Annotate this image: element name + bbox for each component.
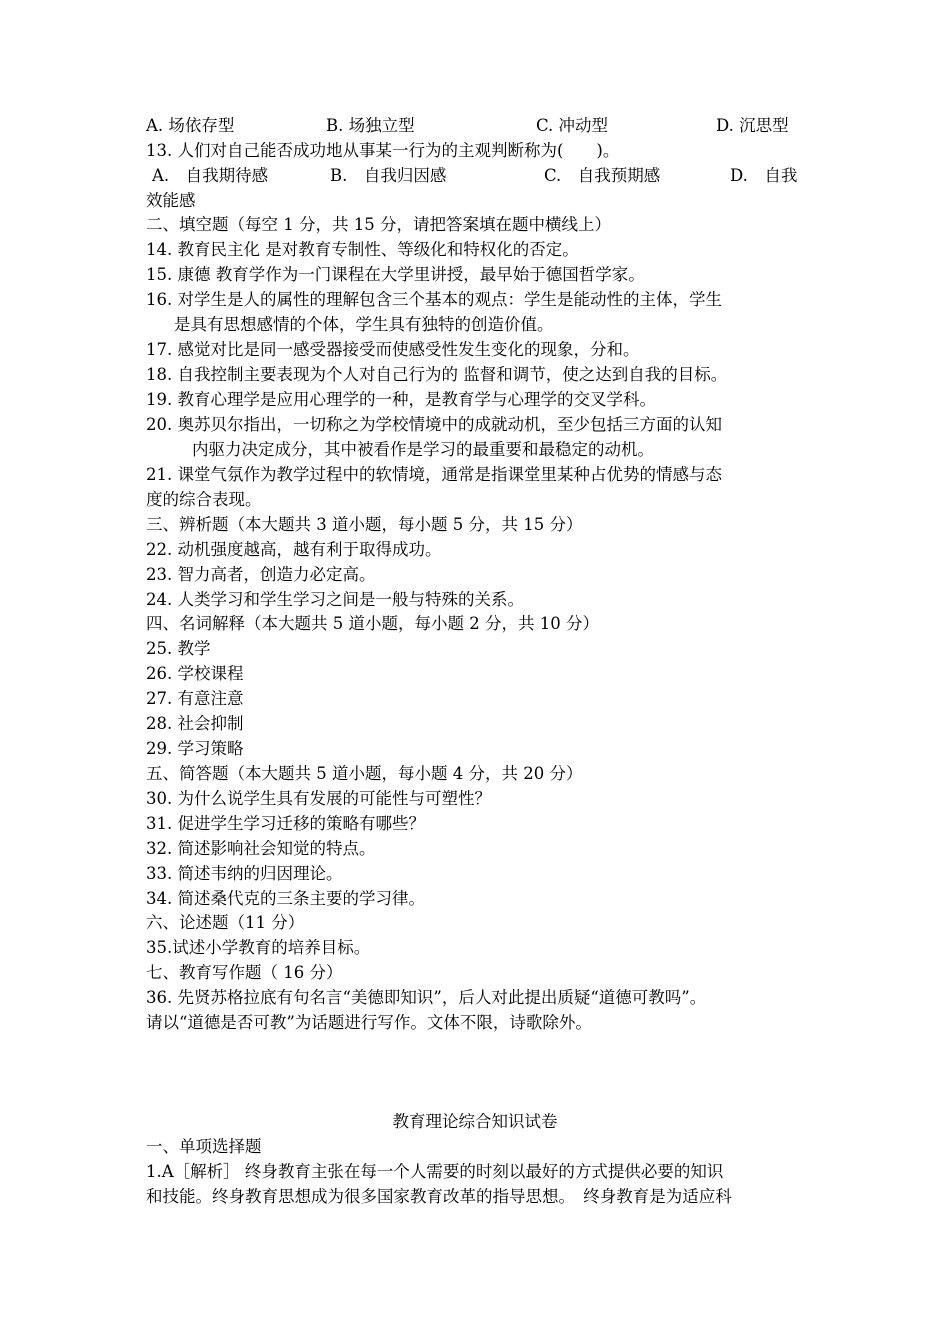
q18: 18. 自我控制主要表现为个人对自己行为的 监督和调节，使之达到自我的目标。: [146, 365, 728, 384]
q13-option-b: B. 自我归因感: [330, 166, 447, 185]
section4-title: 四、名词解释（本大题共 5 道小题，每小题 2 分，共 10 分）: [146, 614, 599, 633]
q23: 23. 智力高者，创造力必定高。: [146, 565, 376, 584]
q30: 30. 为什么说学生具有发展的可能性与可塑性？: [146, 789, 491, 808]
q27: 27. 有意注意: [146, 689, 244, 708]
q13-option-d-cont: 效能感: [146, 191, 196, 210]
q31: 31. 促进学生学习迁移的策略有哪些？: [146, 814, 425, 833]
section2-title: 二、填空题（每空 1 分，共 15 分，请把答案填在题中横线上）: [146, 215, 611, 234]
q28: 28. 社会抑制: [146, 714, 244, 733]
section3-title: 三、辨析题（本大题共 3 道小题，每小题 5 分，共 15 分）: [146, 515, 583, 534]
section7-title: 七、教育写作题（ 16 分）: [146, 963, 343, 982]
section6-title: 六、论述题（11 分）: [146, 913, 305, 932]
q12-option-d: D. 沉思型: [716, 116, 789, 135]
q20-line1: 20. 奥苏贝尔指出，一切称之为学校情境中的成就动机，至少包括三方面的认知: [146, 415, 722, 434]
q29: 29. 学习策略: [146, 739, 244, 758]
q12-option-a: A. 场依存型: [146, 116, 235, 135]
q15: 15. 康德 教育学作为一门课程在大学里讲授，最早始于德国哲学家。: [146, 265, 645, 284]
q34: 34. 简述桑代克的三条主要的学习律。: [146, 889, 425, 908]
q12-option-c: C. 冲动型: [536, 116, 609, 135]
q13-option-c: C. 自我预期感: [544, 166, 661, 185]
q12-option-b: B. 场独立型: [326, 116, 415, 135]
q35: 35.试述小学教育的培养目标。: [146, 938, 371, 957]
q26: 26. 学校课程: [146, 664, 244, 683]
answers-title: 教育理论综合知识试卷: [392, 1112, 558, 1131]
answer1-line1: 1.A［解析］ 终身教育主张在每一个人需要的时刻以最好的方式提供必要的知识: [146, 1162, 724, 1181]
q13-option-a: A. 自我期待感: [152, 166, 269, 185]
q21-line2: 度的综合表现。: [146, 490, 262, 509]
q36-line2: 请以“道德是否可教”为话题进行写作。文体不限，诗歌除外。: [146, 1013, 592, 1032]
section5-title: 五、简答题（本大题共 5 道小题，每小题 4 分，共 20 分）: [146, 764, 583, 783]
q36-line1: 36. 先贤苏格拉底有句名言“美德即知识”，后人对此提出质疑“道德可教吗”。: [146, 988, 707, 1007]
q24: 24. 人类学习和学生学习之间是一般与特殊的关系。: [146, 590, 524, 609]
q17: 17. 感觉对比是同一感受器接受而使感受性发生变化的现象，分和。: [146, 340, 640, 359]
answers-section1-title: 一、单项选择题: [146, 1137, 262, 1156]
q25: 25. 教学: [146, 639, 211, 658]
q16-line1: 16. 对学生是人的属性的理解包含三个基本的观点：学生是能动性的主体，学生: [146, 290, 722, 309]
q20-line2: 内驱力决定成分，其中被看作是学习的最重要和最稳定的动机。: [192, 440, 654, 459]
q16-line2: 是具有思想感情的个体，学生具有独特的创造价值。: [174, 315, 554, 334]
q13-option-d: D. 自我: [730, 166, 798, 185]
q13-stem: 13. 人们对自己能否成功地从事某一行为的主观判断称为( )。: [146, 141, 620, 160]
q14: 14. 教育民主化 是对教育专制性、等级化和特权化的否定。: [146, 240, 579, 259]
q19: 19. 教育心理学是应用心理学的一种，是教育学与心理学的交叉学科。: [146, 390, 656, 409]
q33: 33. 简述韦纳的归因理论。: [146, 864, 343, 883]
q21-line1: 21. 课堂气氛作为教学过程中的软情境，通常是指课堂里某种占优势的情感与态: [146, 465, 722, 484]
q22: 22. 动机强度越高，越有利于取得成功。: [146, 540, 442, 559]
q32: 32. 简述影响社会知觉的特点。: [146, 839, 376, 858]
answer1-line2: 和技能。终身教育思想成为很多国家教育改革的指导思想。 终身教育是为适应科: [146, 1187, 732, 1206]
